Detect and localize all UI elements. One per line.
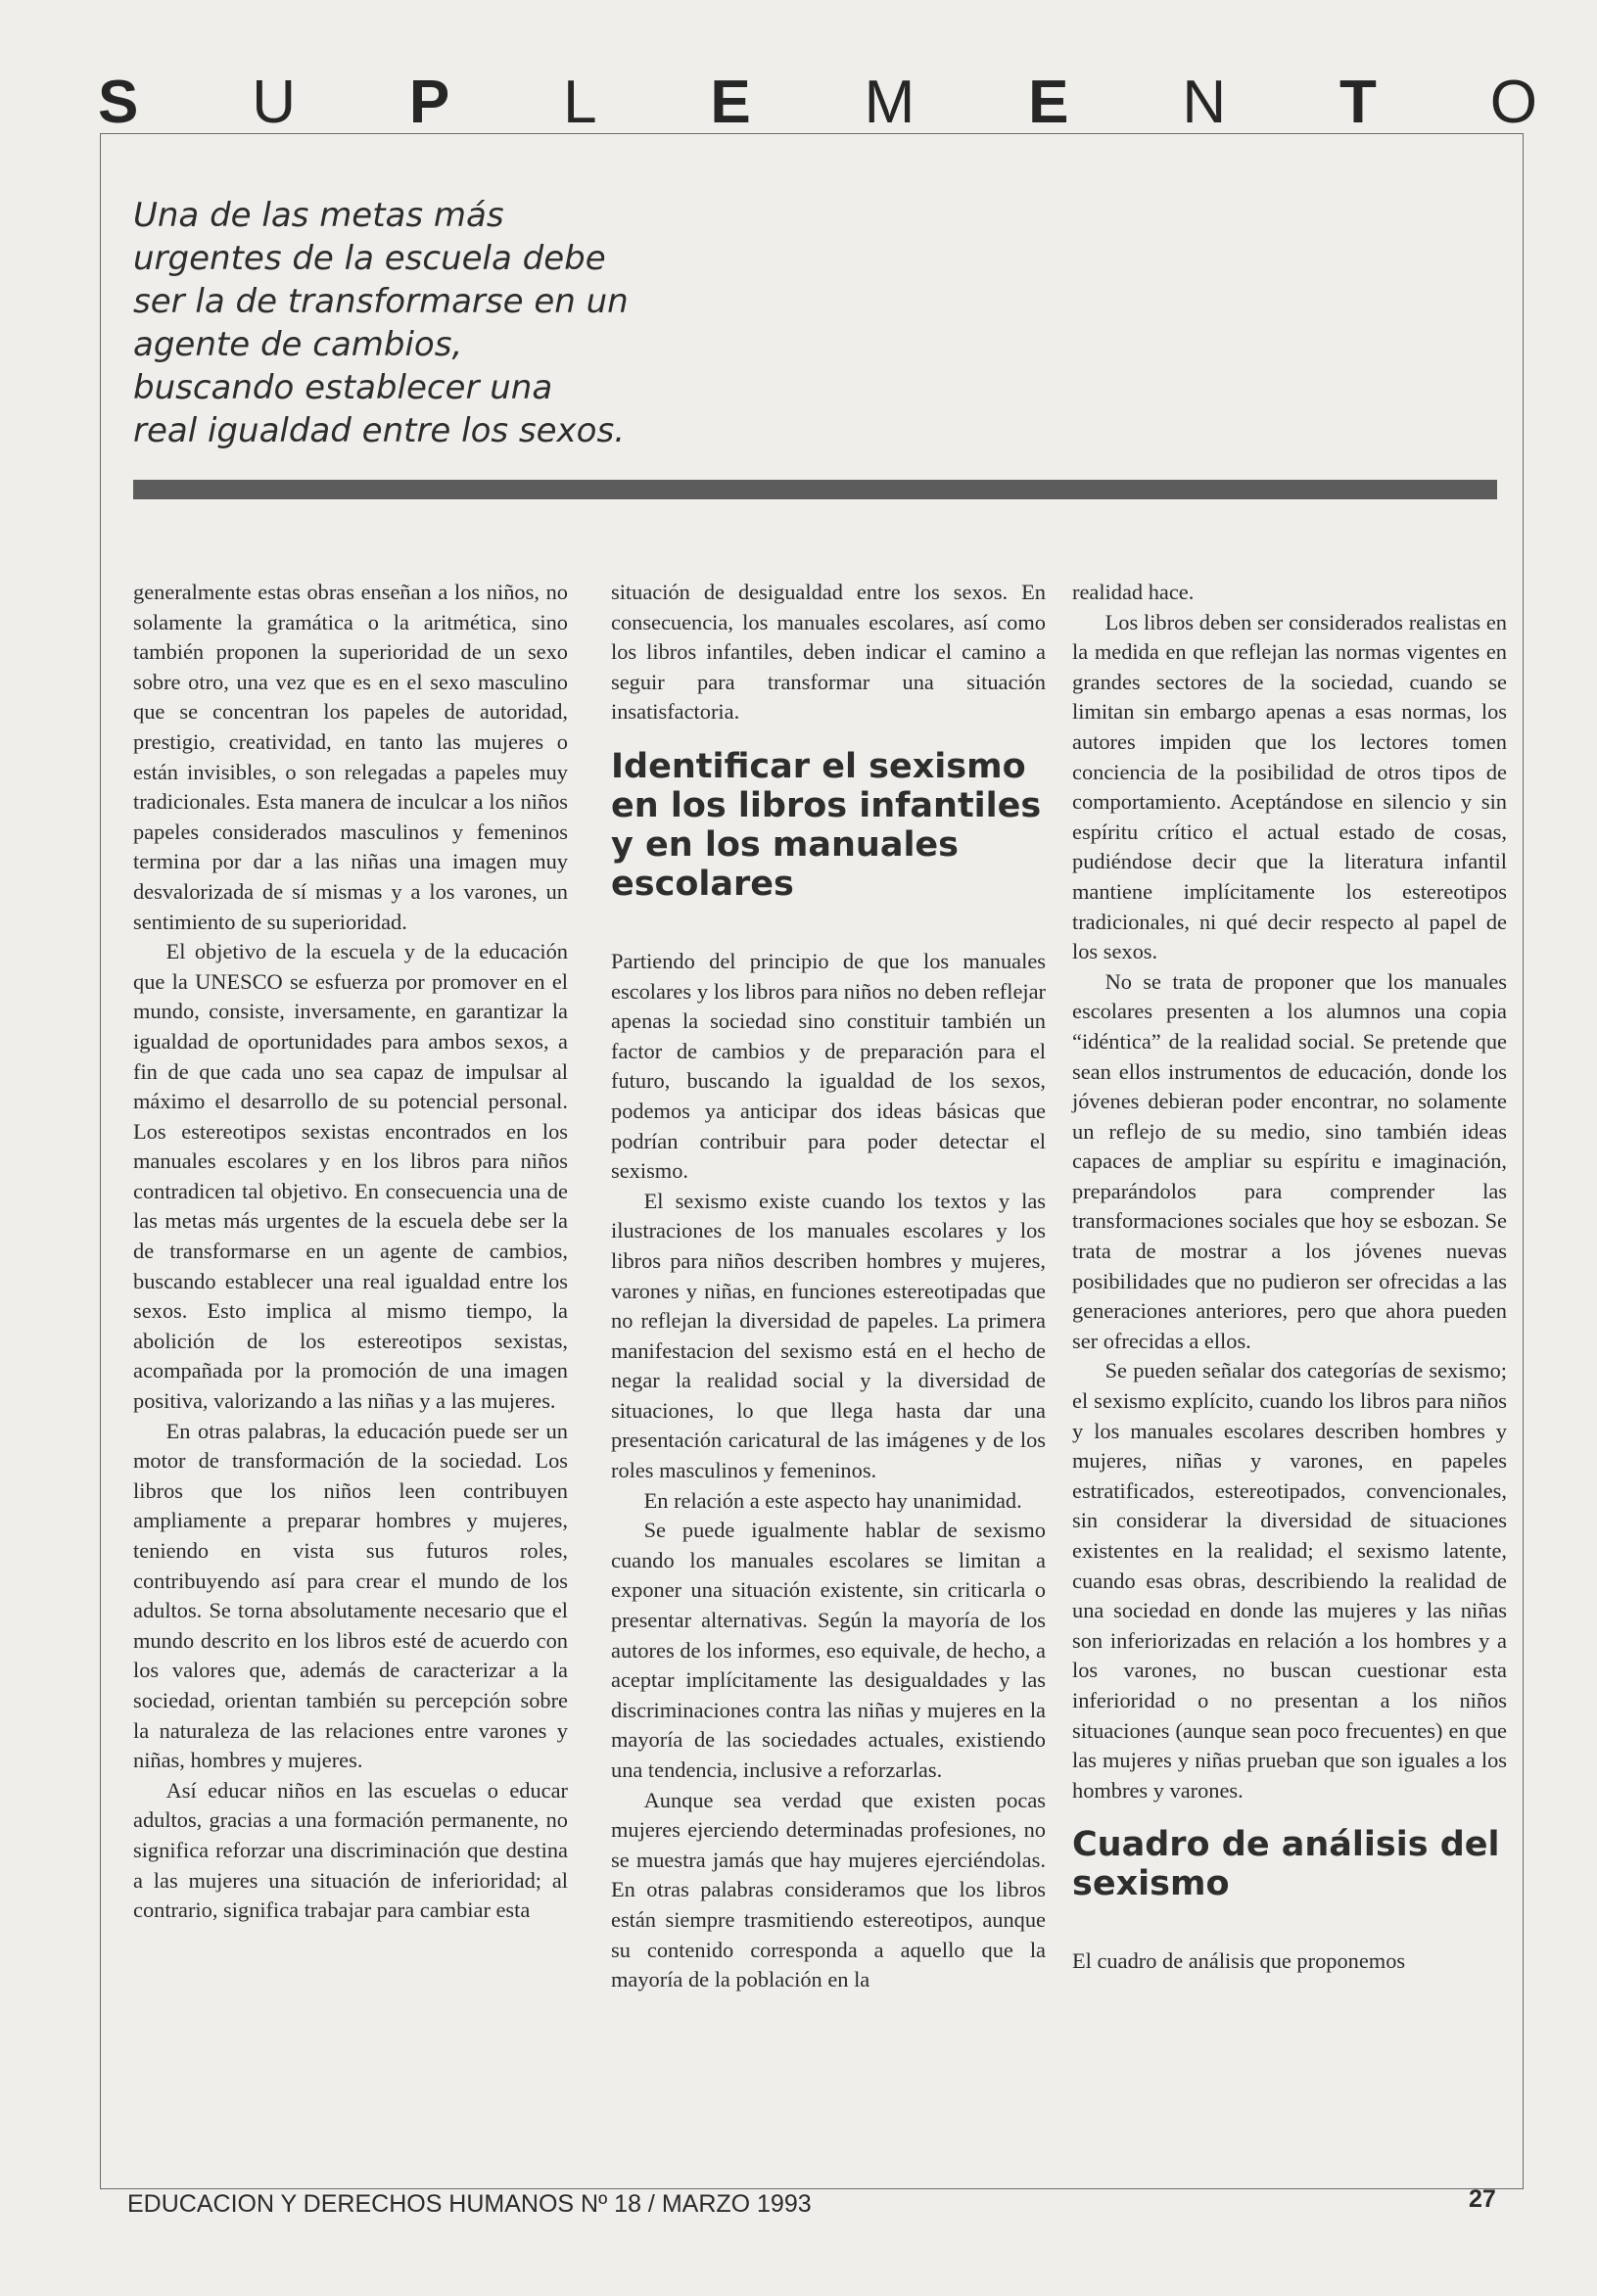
header-letter: M bbox=[864, 69, 916, 136]
paragraph: Así educar niños en las escuelas o educar adultos, gracias a una formación permanente, no significa reforzar una discriminación que destina a las mujeres una situación de inferioridad; al contrario, significa trabajar para cambiar esta bbox=[133, 1777, 568, 1923]
column-1 bbox=[133, 578, 568, 1926]
header-letter: U bbox=[252, 69, 296, 136]
header-letter: L bbox=[563, 69, 597, 136]
header-letter: O bbox=[1489, 69, 1537, 136]
paragraph: Se pueden señalar dos categorías de sexismo; el sexismo explícito, cuando los libros para niños y los manuales escolares describen hombres y mujeres, niñas y varones, en papeles estratificados, estereotipados, convencionales, sin considerar la diversidad de situaciones existentes en la realidad; el sexismo latente, cuando esas obras, describiendo la realidad de una sociedad en donde las mujeres y las niñas son inferiorizadas en relación a los hombres y a los varones, no buscan cuestionar esta inferioridad o no presentan a los niños situaciones (aunque sean poco frecuentes) en que las mujeres y niñas prueban que son iguales a los hombres y varones. bbox=[1072, 1358, 1507, 1803]
pull-quote-line: ser la de transformarse en un bbox=[133, 282, 629, 321]
header-letter: E bbox=[710, 69, 751, 136]
paragraph: generalmente estas obras enseñan a los niños, no solamente la gramática o la aritmética, sino también proponen la superioridad de un sexo sobre otro, una vez que es en el sexo masculino que se concentran los papeles de autoridad, prestigio, creatividad, en tanto las mujeres o están invisibles, o son relegadas a papeles muy tradicionales. Esta manera de inculcar a los niños papeles considerados masculinos y femeninos termina por dar a las niñas una imagen muy desvalorizada de sí mismas y a los varones, un sentimiento de su superioridad. bbox=[133, 580, 568, 934]
divider-bar bbox=[133, 480, 1497, 499]
header-letter: N bbox=[1182, 69, 1227, 136]
pull-quote-line: urgentes de la escuela debe bbox=[133, 239, 606, 278]
column-3 bbox=[1072, 578, 1507, 1977]
paragraph: situación de desigualdad entre los sexos. En consecuencia, los manuales escolares, así como los libros infantiles, deben indicar el camino a seguir para transformar una situación insatisfactoria. bbox=[611, 580, 1046, 725]
header-letter: P bbox=[408, 69, 450, 136]
header-letter: T bbox=[1339, 69, 1377, 136]
pull-quote-line: agente de cambios, bbox=[133, 325, 463, 364]
paragraph: No se trata de proponer que los manuales escolares presenten a los alumnos una copia “idéntica” de la realidad social. Se pretende que sean ellos instrumentos de educación, donde los jóvenes debieran poder encontrar, no solamente un reflejo de su medio, sino también ideas capaces de ampliar su espíritu e imaginación, preparándolos para comprender las transformaciones sociales que hoy se esbozan. Se trata de mostrar a los jóvenes nuevas posibilidades que no pudieron ser ofrecidas a las generaciones anteriores, pero que ahora pueden ser ofrecidas a ellos. bbox=[1072, 968, 1507, 1353]
supplement-header bbox=[98, 69, 1537, 137]
pull-quote-line: real igualdad entre los sexos. bbox=[133, 411, 625, 450]
page-number: 27 bbox=[1469, 2185, 1496, 2213]
pull-quote-line: Una de las metas más bbox=[133, 196, 504, 235]
header-letter: S bbox=[98, 69, 139, 136]
pull-quote-line: buscando establecer una bbox=[133, 368, 553, 407]
paragraph: Los libros deben ser considerados realistas en la medida en que reflejan las normas vigentes en grandes sectores de la sociedad, cuando se limitan sin embargo apenas a esas normas, los autores impiden que los lectores tomen conciencia de la posibilidad de otros tipos de comportamiento. Aceptándose en silencio y sin espíritu crítico el actual estado de cosas, pudiéndose decir que la literatura infantil mantiene implícitamente los estereotipos tradicionales, ni qué decir respecto al papel de los sexos. bbox=[1072, 609, 1507, 964]
paragraph: El sexismo existe cuando los textos y las ilustraciones de los manuales escolares y los libros para niños describen hombres y mujeres, varones y niñas, en funciones estereotipadas que no reflejan la diversidad de papeles. La primera manifestacion del sexismo está en el hecho de negar la realidad social y la diversidad de situaciones, lo que llega hasta dar una presentación caricatural de las imágenes y de los roles masculinos y femeninos. bbox=[611, 1188, 1046, 1483]
pull-quote bbox=[133, 194, 721, 452]
paragraph: En otras palabras, la educación puede ser un motor de transformación de la sociedad. Los libros que los niños leen contribuyen ampliamente a preparar hombres y mujeres, teniendo en vista sus futuros roles, contribuyendo así para crear el mundo de los adultos. Se torna absolutamente necesario que el mundo descrito en los libros esté de acuerdo con los valores que, además de caracterizar a la sociedad, orientan también su percepción sobre la naturaleza de las relaciones entre varones y niñas, hombres y mujeres. bbox=[133, 1418, 568, 1773]
section-heading: Cuadro de análisis del sexismo bbox=[1072, 1825, 1500, 1904]
paragraph: realidad hace. bbox=[1072, 580, 1195, 604]
footer-publication: EDUCACION Y DERECHOS HUMANOS Nº 18 / MARZO 1993 bbox=[127, 2190, 812, 2218]
header-letter: E bbox=[1028, 69, 1069, 136]
paragraph: El objetivo de la escuela y de la educación que la UNESCO se esfuerza por promover en el mundo, consiste, inversamente, en garantizar la igualdad de oportunidades para ambos sexos, a fin de que cada uno sea capaz de impulsar al máximo el desarrollo de su potencial personal. Los estereotipos sexistas encontrados en los manuales escolares y en los libros para niños contradicen tal objetivo. En consecuencia una de las metas más urgentes de la escuela debe ser la de transformarse en un agente de cambios, buscando establecer una real igualdad entre los sexos. Esto implica al mismo tiempo, la abolición de los estereotipos sexistas, acompañada por la promoción de una imagen positiva, valorizando a las niñas y a las mujeres. bbox=[133, 939, 568, 1414]
paragraph: Aunque sea verdad que existen pocas mujeres ejerciendo determinadas profesiones, no se muestra jamás que hay mujeres ejerciéndolas. En otras palabras consideramos que los libros están siempre trasmitiendo estereotipos, aunque su contenido corresponda a aquello que la mayoría de la población en la bbox=[611, 1787, 1046, 1992]
column-2 bbox=[611, 578, 1046, 1995]
paragraph: Partiendo del principio de que los manuales escolares y los libros para niños no deben reflejar apenas la sociedad sino constituir también un factor de cambios y de preparación para el futuro, buscando la igualdad de los sexos, podemos ya anticipar dos ideas básicas que podrían contribuir para poder detectar el sexismo. bbox=[611, 948, 1046, 1184]
paragraph: El cuadro de análisis que proponemos bbox=[1072, 1948, 1406, 1974]
paragraph: En relación a este aspecto hay unanimidad. bbox=[643, 1487, 1022, 1513]
section-heading: Identificar el sexismo en los libros infantiles y en los manuales escolares bbox=[611, 746, 1042, 904]
paragraph: Se puede igualmente hablar de sexismo cuando los manuales escolares se limitan a exponer una situación existente, sin criticarla o presentar alternativas. Según la mayoría de los autores de los informes, eso equivale, de hecho, a aceptar implícitamente las desigualdades y las discriminaciones contra las niñas y mujeres en la mayoría de las sociedades actuales, existiendo una tendencia, inclusive a reforzarlas. bbox=[611, 1518, 1046, 1782]
